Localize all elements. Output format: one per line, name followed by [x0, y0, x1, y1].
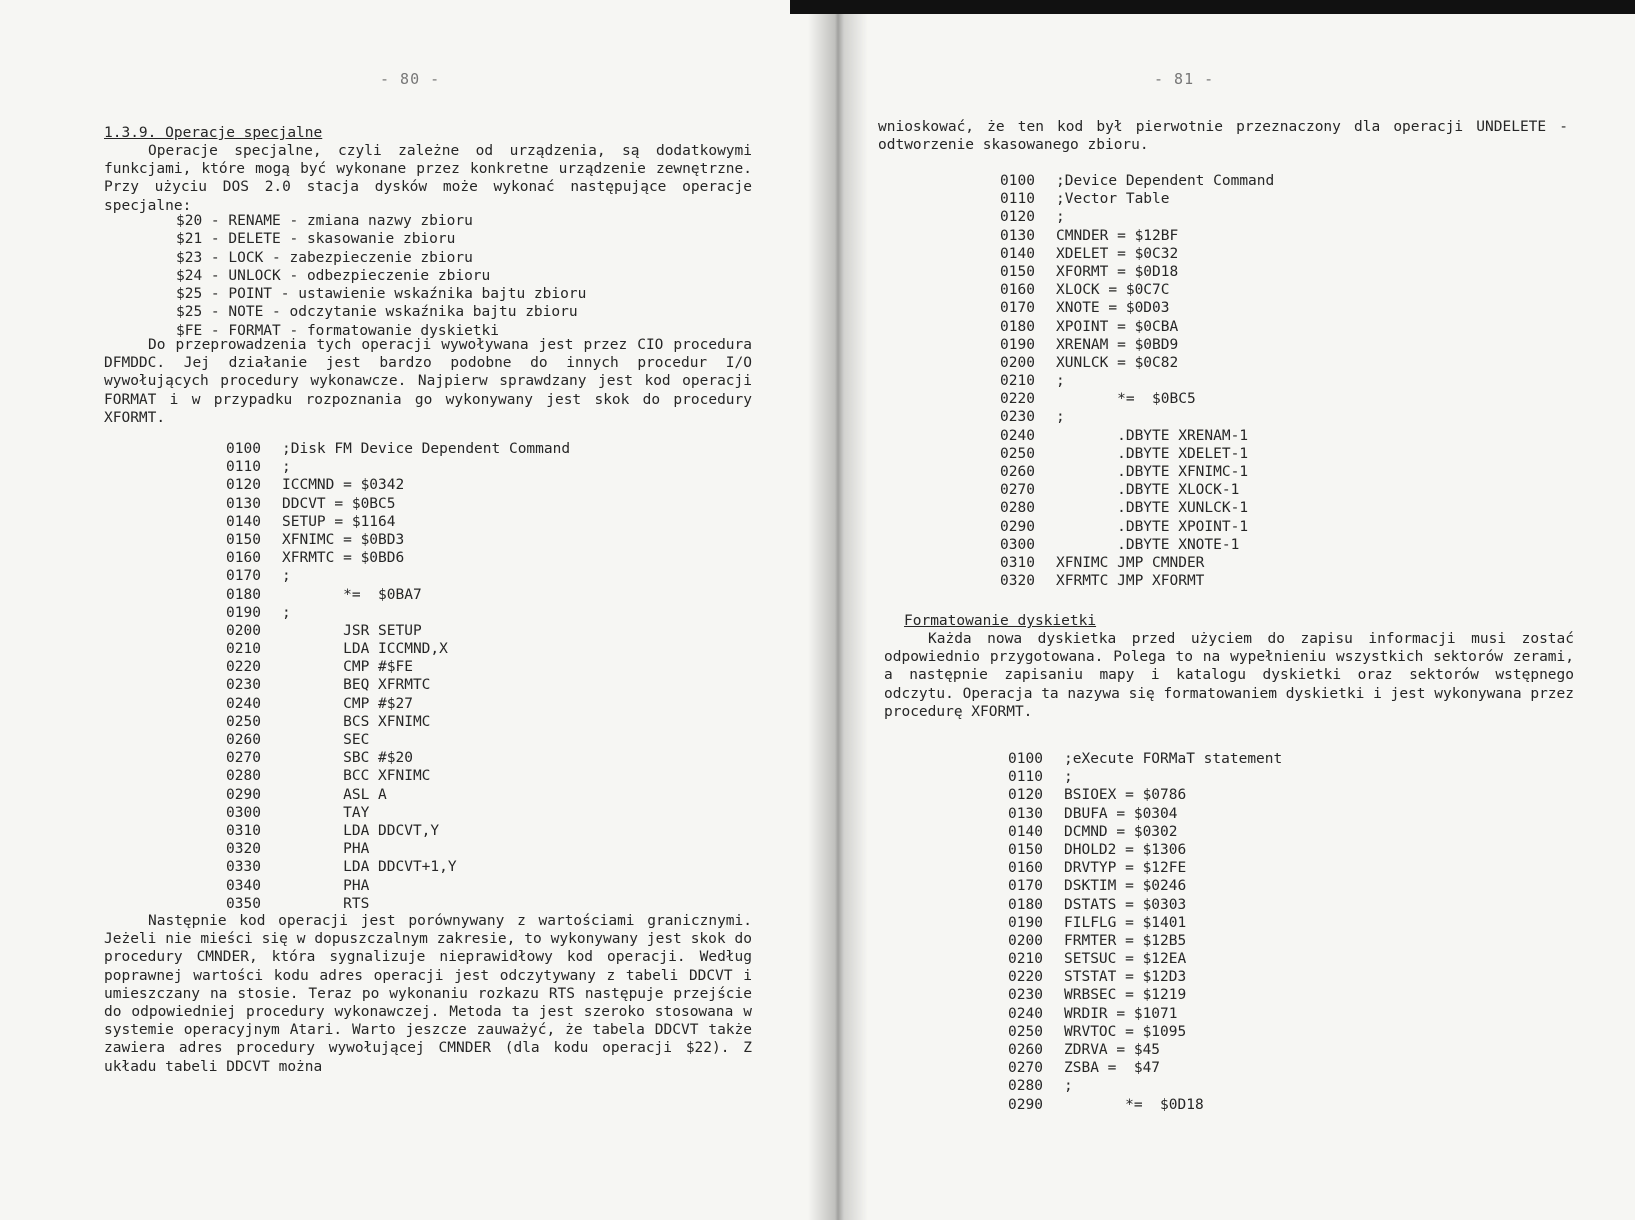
code-line: [226, 495, 570, 513]
line-number: 0310: [1000, 554, 1035, 571]
code-text: DCMND = $0302: [1064, 823, 1178, 840]
code-text: RTS: [282, 895, 370, 912]
code-line: [1008, 841, 1282, 859]
code-text: XLOCK = $0C7C: [1056, 282, 1170, 299]
code-text: CMP #$FE: [282, 659, 413, 676]
line-number: 0100: [1000, 173, 1035, 189]
code-line: [1008, 914, 1282, 932]
line-number: 0180: [1008, 896, 1043, 913]
paragraph-undelete: wnioskować, że ten kod był pierwotnie przeznaczony dla operacji UNDELETE - odtworzenie skasowanego zbioru.: [878, 119, 1568, 154]
line-number: 0210: [1000, 373, 1035, 390]
code-text: ;: [1056, 209, 1065, 226]
scan-edge: [790, 0, 1635, 14]
line-number: 0150: [1000, 263, 1035, 280]
line-number: 0320: [1000, 573, 1035, 590]
code-line: [1008, 805, 1282, 823]
code-text: ;Device Dependent Command: [1056, 173, 1275, 189]
paragraph-dfmddc: Do przeprowadzenia tych operacji wywoływana jest przez CIO procedura DFMDDC. Jej działanie jest bardzo podobne do innych procedur I/O wywołujących procedury wykonawcze. Najpierw sprawdzany jest kod operacji FORMAT i w przypadku rozpoznania go wykonywany jest skok do procedury XFORMT.: [104, 337, 752, 426]
line-number: 0290: [1008, 1096, 1043, 1113]
line-number: 0280: [1008, 1078, 1043, 1095]
code-line: [226, 476, 570, 494]
code-text: BSIOEX = $0786: [1064, 787, 1187, 804]
code-text: WRBSEC = $1219: [1064, 987, 1187, 1004]
code-line: [1008, 859, 1282, 877]
code-line: [226, 658, 570, 676]
code-text: ;Disk FM Device Dependent Command: [282, 441, 571, 457]
section-heading-format: Formatowanie dyskietki: [904, 613, 1097, 629]
code-line: [226, 695, 570, 713]
code-line: [1000, 572, 1274, 590]
line-number: 0230: [1000, 409, 1035, 426]
line-number: 0230: [226, 677, 261, 694]
list-item: $25 - POINT - ustawienie wskaźnika bajtu zbioru: [176, 286, 587, 303]
code-line: [226, 858, 570, 876]
paragraph-format: Każda nowa dyskietka przed użyciem do zapisu informacji musi zostać odpowiednio przygotowana. Polega to na wypełnieniu wszystkich sektorów zerami, a następnie zapisaniu mapy i katalogu dyskietki oraz sektorów wstępnego odczytu. Operacja ta nazywa się formatowaniem dyskietki i jest wykonywana przez procedurę XFORMT.: [884, 631, 1574, 720]
line-number: 0240: [1000, 427, 1035, 444]
line-number: 0140: [1008, 823, 1043, 840]
code-text: *= $0BA7: [282, 586, 422, 603]
code-line: [1008, 1041, 1282, 1059]
line-number: 0260: [226, 732, 261, 748]
code-line: [1000, 372, 1274, 390]
code-line: [226, 749, 570, 767]
line-number: 0350: [226, 895, 261, 912]
code-line: [1008, 823, 1282, 841]
code-text: JSR SETUP: [282, 622, 422, 639]
code-line: [1000, 190, 1274, 208]
line-number: 0300: [226, 804, 261, 821]
line-number: 0330: [226, 859, 261, 876]
line-number: 0250: [1008, 1023, 1043, 1040]
line-number: 0220: [226, 659, 261, 676]
line-number: 0260: [1008, 1042, 1043, 1058]
code-text: STSTAT = $12D3: [1064, 969, 1187, 986]
code-text: DBUFA = $0304: [1064, 805, 1178, 822]
line-number: 0160: [226, 550, 261, 567]
line-number: 0230: [1008, 987, 1043, 1004]
line-number: 0120: [1000, 209, 1035, 226]
code-text: WRDIR = $1071: [1064, 1005, 1178, 1022]
code-line: [1008, 1096, 1282, 1114]
list-item: $24 - UNLOCK - odbezpieczenie zbioru: [176, 267, 491, 284]
line-number: 0240: [226, 695, 261, 712]
code-text: .DBYTE XDELET-1: [1056, 445, 1249, 462]
code-text: DRVTYP = $12FE: [1064, 860, 1187, 877]
code-line: [1000, 499, 1274, 517]
code-text: .DBYTE XLOCK-1: [1056, 482, 1240, 499]
list-item: $FE - FORMAT - formatowanie dyskietki: [176, 322, 500, 339]
code-text: ZDRVA = $45: [1064, 1042, 1161, 1058]
code-line: [226, 531, 570, 549]
line-number: 0220: [1000, 391, 1035, 408]
code-line: [1000, 281, 1274, 299]
line-number: 0100: [226, 441, 261, 457]
code-text: DSTATS = $0303: [1064, 896, 1187, 913]
code-line: [1000, 427, 1274, 445]
code-line: [226, 731, 570, 749]
code-text: ;: [282, 604, 291, 621]
code-line: [1008, 877, 1282, 895]
code-line: [1000, 263, 1274, 281]
code-text: DSKTIM = $0246: [1064, 878, 1187, 895]
code-line: [226, 767, 570, 785]
code-line: [226, 713, 570, 731]
code-text: .DBYTE XRENAM-1: [1056, 427, 1249, 444]
line-number: 0140: [226, 513, 261, 530]
line-number: 0280: [1000, 500, 1035, 517]
code-text: SETUP = $1164: [282, 513, 396, 530]
code-line: [1008, 896, 1282, 914]
line-number: 0200: [226, 622, 261, 639]
code-text: XFRMTC JMP XFORMT: [1056, 573, 1205, 590]
line-number: 0280: [226, 768, 261, 785]
line-number: 0270: [1000, 482, 1035, 499]
code-line: [1008, 750, 1282, 768]
code-text: PHA: [282, 877, 370, 894]
code-line: [1000, 518, 1274, 536]
code-text: PHA: [282, 841, 370, 858]
line-number: 0140: [1000, 245, 1035, 262]
line-number: 0210: [226, 641, 261, 658]
code-line: [226, 676, 570, 694]
line-number: 0340: [226, 877, 261, 894]
line-number: 0270: [226, 750, 261, 767]
code-line: [226, 604, 570, 622]
line-number: 0320: [226, 841, 261, 858]
code-line: [1000, 390, 1274, 408]
line-number: 0130: [1000, 227, 1035, 244]
code-text: BCS XFNIMC: [282, 713, 431, 730]
list-item: $20 - RENAME - zmiana nazwy zbioru: [176, 213, 473, 229]
line-number: 0150: [226, 531, 261, 548]
line-number: 0270: [1008, 1060, 1043, 1077]
line-number: 0160: [1008, 860, 1043, 877]
line-number: 0190: [226, 604, 261, 621]
code-text: ;: [1056, 373, 1065, 390]
code-line: [226, 877, 570, 895]
code-line: [1000, 299, 1274, 317]
code-text: SETSUC = $12EA: [1064, 951, 1187, 968]
code-text: .DBYTE XFNIMC-1: [1056, 464, 1249, 480]
line-number: 0130: [1008, 805, 1043, 822]
line-number: 0120: [1008, 787, 1043, 804]
code-text: XFNIMC = $0BD3: [282, 531, 405, 548]
line-number: 0260: [1000, 464, 1035, 480]
code-line: [1008, 768, 1282, 786]
line-number: 0160: [1000, 282, 1035, 299]
code-text: ;Vector Table: [1056, 191, 1170, 208]
code-text: ;: [1064, 1078, 1073, 1095]
code-text: DDCVT = $0BC5: [282, 495, 396, 512]
code-line: [1000, 208, 1274, 226]
line-number: 0290: [226, 786, 261, 803]
line-number: 0110: [226, 459, 261, 476]
line-number: 0120: [226, 477, 261, 494]
code-text: BCC XFNIMC: [282, 768, 431, 785]
list-item: $25 - NOTE - odczytanie wskaźnika bajtu zbioru: [176, 304, 578, 321]
code-line: [1000, 172, 1274, 190]
line-number: 0170: [226, 568, 261, 585]
code-line: [1008, 932, 1282, 950]
code-line: [1000, 408, 1274, 426]
code-line: [1008, 1077, 1282, 1095]
code-text: XFNIMC JMP CMNDER: [1056, 554, 1205, 571]
code-line: [1000, 336, 1274, 354]
line-number: 0310: [226, 822, 261, 839]
special-operations-list: [176, 212, 586, 340]
line-number: 0190: [1000, 336, 1035, 353]
line-number: 0190: [1008, 914, 1043, 931]
code-text: LDA DDCVT,Y: [282, 822, 440, 839]
code-text: XUNLCK = $0C82: [1056, 354, 1179, 371]
line-number: 0300: [1000, 536, 1035, 553]
right-page: [838, 0, 1635, 1220]
code-text: .DBYTE XPOINT-1: [1056, 518, 1249, 535]
code-line: [1008, 1023, 1282, 1041]
code-line: [226, 440, 570, 458]
code-line: [1008, 786, 1282, 804]
line-number: 0200: [1008, 932, 1043, 949]
code-line: [1000, 536, 1274, 554]
code-line: [226, 786, 570, 804]
page-number-right: - 81 -: [1154, 70, 1215, 88]
code-text: *= $0BC5: [1056, 391, 1196, 408]
code-text: .DBYTE XUNLCK-1: [1056, 500, 1249, 517]
code-line: [1000, 318, 1274, 336]
code-text: CMP #$27: [282, 695, 413, 712]
code-line: [226, 549, 570, 567]
code-text: XNOTE = $0D03: [1056, 300, 1170, 317]
paragraph-ddcvt: Następnie kod operacji jest porównywany z wartościami granicznymi. Jeżeli nie mieści się w dopuszczalnym zakresie, to wykonywany jest skok do procedury CMNDER, która sygnalizuje nieprawidłowy kod operacji. Według poprawnej wartości kodu adres operacji jest odczytywany z tabeli DDCVT i umieszczany na stosie. Teraz po wykonaniu rozkazu RTS następuje przejście do odpowiedniej procedury wykonawczej. Metoda ta jest szeroko stosowana w systemie operacyjnym Atari. Warto jeszcze zauważyć, że tabela DDCVT także zawiera adres procedury wywołującej CMNDER (dla kodu operacji $22). Z układu tabeli DDCVT można: [104, 913, 752, 1075]
line-number: 0250: [1000, 445, 1035, 462]
code-line: [1000, 554, 1274, 572]
code-line: [1008, 1005, 1282, 1023]
code-line: [1008, 1059, 1282, 1077]
line-number: 0220: [1008, 969, 1043, 986]
code-text: FILFLG = $1401: [1064, 914, 1187, 931]
code-text: XDELET = $0C32: [1056, 245, 1179, 262]
code-text: XFORMT = $0D18: [1056, 263, 1179, 280]
code-text: TAY: [282, 804, 370, 821]
intro-paragraph: Operacje specjalne, czyli zależne od urządzenia, są dodatkowymi funkcjami, które mogą być wykonane przez konkretne urządzenie zewnętrzne. Przy użyciu DOS 2.0 stacja dysków może wykonać następujące operacje specjalne:: [104, 143, 752, 214]
code-line: [1000, 227, 1274, 245]
line-number: 0200: [1000, 354, 1035, 371]
code-text: ZSBA = $47: [1064, 1060, 1161, 1077]
code-text: WRVTOC = $1095: [1064, 1023, 1187, 1040]
list-item: $23 - LOCK - zabezpieczenie zbioru: [176, 249, 473, 266]
code-text: ASL A: [282, 786, 387, 803]
code-text: ;eXecute FORMaT statement: [1064, 751, 1283, 767]
line-number: 0110: [1000, 191, 1035, 208]
code-line: [1000, 354, 1274, 372]
line-number: 0180: [226, 586, 261, 603]
code-line: [226, 822, 570, 840]
code-line: [226, 513, 570, 531]
line-number: 0180: [1000, 318, 1035, 335]
code-line: [226, 840, 570, 858]
code-line: [226, 586, 570, 604]
code-text: ;: [1056, 409, 1065, 426]
code-line: [226, 640, 570, 658]
line-number: 0290: [1000, 518, 1035, 535]
line-number: 0150: [1008, 841, 1043, 858]
code-listing-dfmddc: [226, 440, 570, 913]
code-line: [226, 895, 570, 913]
code-line: [1008, 968, 1282, 986]
code-line: [226, 567, 570, 585]
code-text: LDA DDCVT+1,Y: [282, 859, 457, 876]
code-text: ;: [1064, 769, 1073, 786]
code-text: CMNDER = $12BF: [1056, 227, 1179, 244]
line-number: 0240: [1008, 1005, 1043, 1022]
line-number: 0170: [1008, 878, 1043, 895]
code-text: XRENAM = $0BD9: [1056, 336, 1179, 353]
code-listing-xformt: [1008, 750, 1282, 1114]
code-text: SEC: [282, 732, 370, 748]
code-line: [226, 804, 570, 822]
line-number: 0250: [226, 713, 261, 730]
line-number: 0100: [1008, 751, 1043, 767]
code-line: [226, 622, 570, 640]
line-number: 0130: [226, 495, 261, 512]
section-heading: 1.3.9. Operacje specjalne: [104, 125, 323, 141]
code-text: ;: [282, 568, 291, 585]
code-text: XFRMTC = $0BD6: [282, 550, 405, 567]
code-text: FRMTER = $12B5: [1064, 932, 1187, 949]
code-text: LDA ICCMND,X: [282, 641, 448, 658]
code-line: [1000, 445, 1274, 463]
line-number: 0170: [1000, 300, 1035, 317]
code-listing-vector-table: [1000, 172, 1274, 590]
code-text: DHOLD2 = $1306: [1064, 841, 1187, 858]
code-line: [1008, 950, 1282, 968]
code-line: [1000, 463, 1274, 481]
list-item: $21 - DELETE - skasowanie zbioru: [176, 231, 456, 248]
code-text: *= $0D18: [1064, 1096, 1204, 1113]
code-text: XPOINT = $0CBA: [1056, 318, 1179, 335]
code-line: [1000, 481, 1274, 499]
code-text: SBC #$20: [282, 750, 413, 767]
page-number-left: - 80 -: [380, 70, 441, 88]
line-number: 0110: [1008, 769, 1043, 786]
code-text: BEQ XFRMTC: [282, 677, 431, 694]
code-text: .DBYTE XNOTE-1: [1056, 536, 1240, 553]
code-text: ICCMND = $0342: [282, 477, 405, 494]
code-line: [226, 458, 570, 476]
code-text: ;: [282, 459, 291, 476]
code-line: [1000, 245, 1274, 263]
code-line: [1008, 986, 1282, 1004]
line-number: 0210: [1008, 951, 1043, 968]
